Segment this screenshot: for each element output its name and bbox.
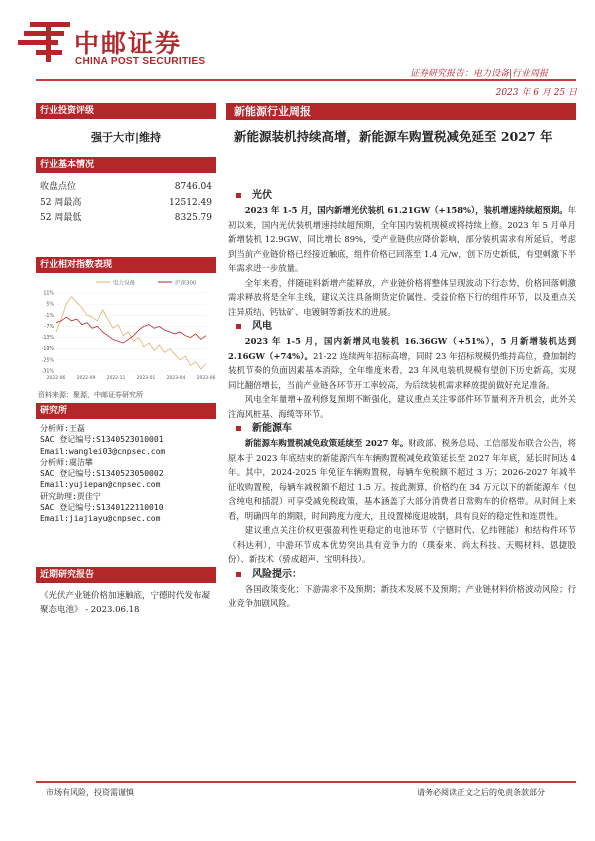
x-tick-label: 2022-06 (46, 376, 66, 381)
stat-row (36, 211, 216, 227)
rating-header: 行业投资评级 (36, 103, 216, 119)
report-title: 新能源装机持续高增，新能源车购置税减免延至 2027 年 (234, 129, 553, 144)
y-tick-label: 5% (46, 302, 54, 308)
recent-report-link[interactable]: 《光伏产业链价格加速触底，宁德时代发布凝聚态电池》 - 2023.06.18 (40, 591, 211, 615)
x-tick-label: 2023-06 (196, 376, 216, 381)
wind-p1-bold: 2023 年 1-5 月，国内新增风电装机 16.36GW（+51%），5 月新增装机达到 2.16GW（+74%）。 (228, 336, 576, 361)
report-category: 证券研究报告：电力设备|行业周报 (410, 69, 549, 79)
analyst-line: SAC 登记编号:S1340523010001 (40, 435, 164, 445)
analyst-line: 分析师:王磊 (40, 424, 85, 433)
research-header: 研究所 (36, 403, 216, 419)
sidebar (36, 103, 216, 617)
wind-heading (226, 319, 576, 334)
risk-heading (226, 567, 576, 582)
risk-heading-text: 风险提示： (252, 568, 302, 580)
y-tick-label: 11% (43, 291, 54, 297)
pv-p1-rest: 年初以来，国内光伏装机增速持续超预期，全年国内装机规模或将持续上修。2023 年 5 月单月新增装机 12.9GW，同比增长 89%，受产业链供应降价影响，部分装机需求有所延后，考虑到当前产业链价格已经接近触底，组件价格已回落至 1.4 元/w，创下历史新低，有望刺激下半年需求进一步放量。 (228, 205, 576, 273)
y-tick-label: -31% (41, 369, 54, 375)
ev-paragraph-2: 建议重点关注价权更强盈利性更稳定的电池环节（宁德时代、亿纬锂能）和结构件环节（科达利），中游环节成本优势突出具有竞争力的（璞泰来、尚太科技、天赐材料、恩捷股份）、新技术（骄成超声、宝明科技）。 (228, 525, 576, 564)
header-divider (36, 79, 576, 81)
series-line (56, 317, 206, 343)
stat-label: 收盘点位 (40, 182, 77, 192)
chart-svg (36, 273, 216, 388)
analyst-line: 研究助理:贾佳宁 (40, 491, 101, 501)
stat-label: 52 周最高 (40, 197, 82, 208)
relative-index-chart (36, 273, 216, 388)
stat-row (36, 180, 216, 196)
report-date: 2023 年 6 月 25 日 (495, 88, 577, 98)
wind-paragraph-2: 风电全年量增+盈利修复预期不断强化，建议重点关注零部件环节量利齐升机会，此外关注海风桩基、海缆等环节。 (228, 394, 576, 419)
y-tick-label: -25% (41, 358, 54, 364)
basics-header: 行业基本情况 (36, 157, 216, 173)
brand-name-en: CHINA POST SECURITIES (75, 56, 206, 67)
ev-p1-bold: 新能源车购置税减免政策延续至 2027 年。 (244, 438, 409, 448)
legend-label: 电力设备 (113, 280, 136, 287)
analyst-email[interactable]: Email:yujiepan@cnpsec.com (40, 480, 161, 490)
stat-label: 52 周最低 (40, 213, 82, 223)
bullet-icon (236, 426, 241, 431)
bullet-icon (236, 193, 241, 198)
wind-p1-rest: 21-22 连续两年招标高增，同时 23 年招标规模仍维持高位，叠加制约装机节奏的负面因素基本消除，全年维度来看，23 年风电装机规模有望创下历史新高，实现同比翻倍增长，当前产业链各环节开工率较高，为后续装机需求释放提前做好充足准备。 (228, 350, 576, 390)
analyst-line: SAC 登记编号:S1340523050002 (40, 469, 164, 479)
analyst-list (36, 419, 216, 567)
pv-paragraph-1 (226, 203, 576, 276)
footer-disclaimer: 请务必阅读正文之后的免责条款部分 (417, 788, 545, 797)
ev-heading (226, 421, 576, 436)
stats-list (36, 173, 216, 257)
wind-paragraph-1 (226, 334, 576, 392)
series-line (56, 297, 206, 369)
chart-source: 资料来源：聚源，中邮证券研究所 (38, 391, 143, 399)
y-tick-label: -1% (44, 313, 54, 319)
ev-paragraph-1 (226, 436, 576, 523)
y-tick-label: -19% (41, 347, 54, 353)
pv-heading-text: 光伏 (252, 190, 272, 201)
brand-name-cn: 中邮证券 (74, 29, 183, 58)
x-tick-label: 2022-09 (76, 376, 96, 381)
analyst-email[interactable]: Email:jiajiayu@cnpsec.com (40, 514, 161, 524)
section-header: 新能源行业周报 (226, 103, 576, 120)
ev-p1-rest: 财政部、税务总局、工信部发布联合公告，将原本于 2023 年底结束的新能源汽车车辆购置税减免政策延长至 2027 年年底，延长时间达 4 年。其中，2024-2025 年免征车辆购置税，每辆车免税额不超过 3 万；2026-2027 年减半征收购置税，每辆车减税额不超过 1.5 万。按此测算，价格约在 34 万元以下的新能源车（包含纯电和插混）可享受减免税政策，基本涵盖了大部分消费者日常购车的价格带。从时间上来看，明确四年的期限，时间跨度力度大，且设置梯度退坡制，具有良好的稳定性和连贯性。 (228, 438, 577, 521)
x-tick-label: 2022-11 (106, 376, 126, 381)
risk-paragraph: 各国政策变化；下游需求不及预期；新技术发展不及预期；产业链材料价格波动风险；行业竞争加剧风险。 (228, 583, 576, 608)
x-tick-label: 2023-04 (166, 376, 186, 381)
analyst-line: SAC 登记编号:S1340122110010 (40, 503, 164, 513)
analyst-line: 分析师:虞洁攀 (40, 457, 93, 467)
y-tick-label: -7% (44, 324, 54, 330)
chart-header: 行业相对指数表现 (36, 257, 216, 273)
pv-p1-bold: 2023 年 1-5 月，国内新增光伏装机 61.21GW（+158%），装机增速持续超预期。 (244, 205, 568, 215)
china-post-emblem-icon (14, 14, 78, 66)
ev-heading-text: 新能源车 (252, 423, 292, 434)
stat-value: 12512.49 (169, 197, 212, 208)
legend-label: 沪深300 (175, 280, 197, 287)
analyst-email[interactable]: Email:wanglei03@cnpsec.com (40, 446, 166, 456)
pv-paragraph-2: 全年来看，伴随硅料新增产能释放，产业链价格将整体呈现波动下行态势，价格回落刺激需求释放将是全年主线，建议关注具备期货定价属性、受益价格下行的组件环节，以及重点关注异质结、钙钛矿、电镀铜等新技术的进展。 (228, 277, 576, 317)
main-content (226, 103, 576, 611)
stat-value: 8325.79 (174, 213, 212, 223)
rating-value: 强于大市|维持 (90, 131, 161, 144)
footer-risk-note: 市场有风险，投资需谨慎 (46, 788, 134, 797)
recent-header: 近期研究报告 (36, 567, 216, 583)
y-tick-label: -13% (41, 336, 54, 342)
wind-heading-text: 风电 (252, 321, 272, 332)
bullet-icon (236, 324, 241, 329)
pv-heading (226, 188, 576, 203)
bullet-icon (236, 572, 241, 577)
stat-row (36, 196, 216, 212)
x-tick-label: 2023-01 (136, 376, 156, 381)
stat-value: 8746.04 (174, 182, 212, 192)
footer-divider (36, 781, 576, 783)
